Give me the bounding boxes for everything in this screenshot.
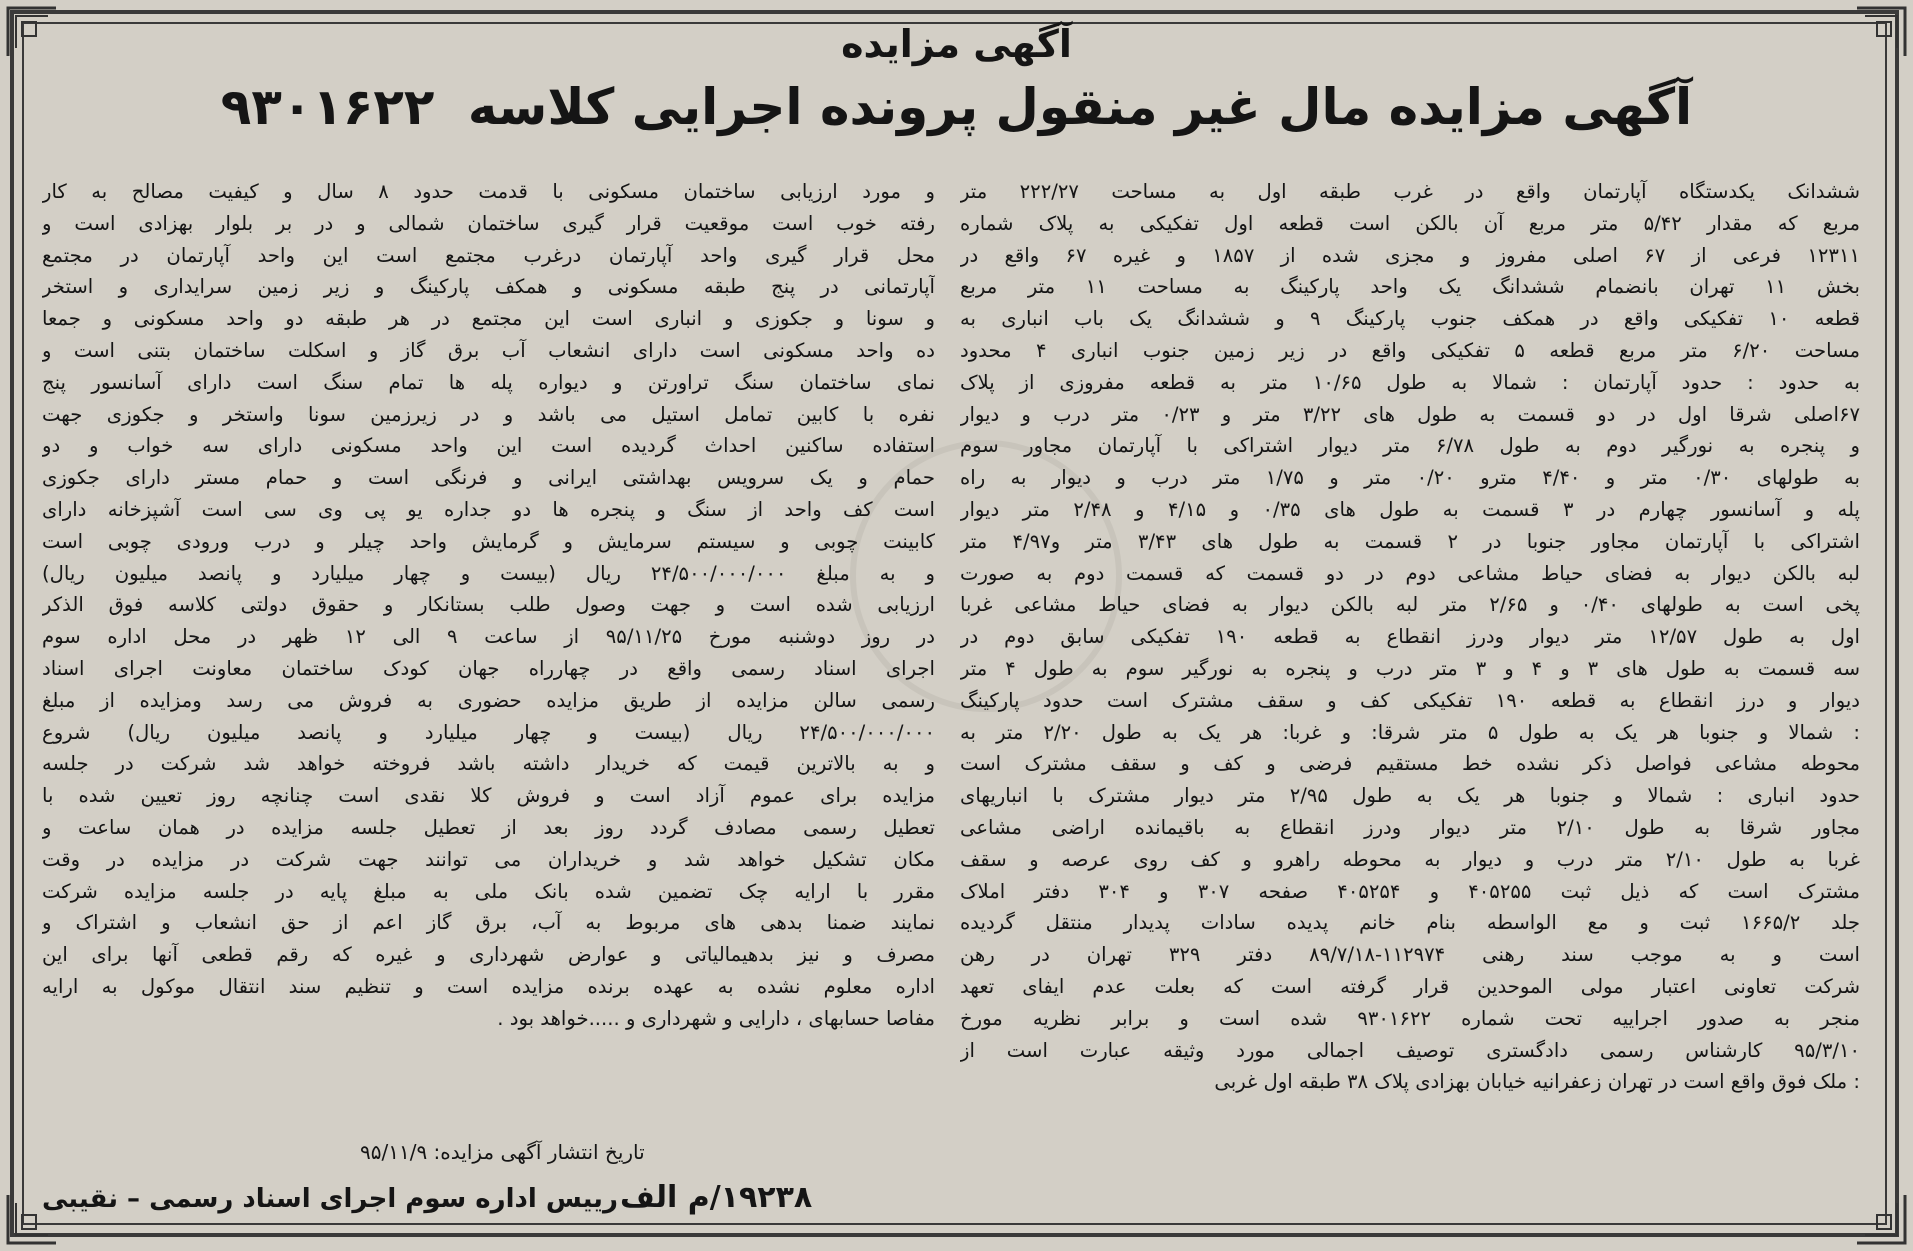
text-line: به طولهای ۰/۳۰ متر و ۴/۴۰ مترو ۰/۲۰ متر و ۱/۷۵ متر درب و دیوار به راه bbox=[960, 466, 1860, 490]
publish-date: تاریخ انتشار آگهی مزایده: ۹۵/۱۱/۹ bbox=[360, 1140, 645, 1164]
ad-title-text: آگهی مزایده مال غیر منقول پرونده اجرایی کلاسه bbox=[467, 78, 1693, 136]
left-text-column bbox=[42, 176, 935, 1035]
text-line: استفاده ساکنین احداث گردیده است این واحد مسکونی دارای سه خواب و دو bbox=[42, 434, 935, 458]
text-line: و سونا و جکوزی و انباری است این مجتمع در هر طبقه دو واحد مسکونی و جمعا bbox=[42, 307, 935, 331]
text-line: مجاور شرقا به طول ۲/۱۰ متر دیوار ودرز انقطاع به باقیمانده اراضی مشاعی bbox=[960, 815, 1860, 839]
text-line: در روز دوشنبه مورخ ۹۵/۱۱/۲۵ از ساعت ۹ الی ۱۲ ظهر در محل اداره سوم bbox=[42, 625, 935, 649]
text-line: : ملک فوق واقع است در تهران زعفرانیه خیابان بهزادی پلاک ۳۸ طبقه اول غربی bbox=[1214, 1070, 1860, 1094]
text-line: اول به طول ۱۲/۵۷ متر دیوار ودرز انقطاع به قطعه ۱۹۰ تفکیکی سابق دوم در bbox=[960, 625, 1860, 649]
text-line: مفاصا حسابهای ، دارایی و شهرداری و .....خواهد بود . bbox=[497, 1006, 935, 1030]
text-line: و مورد ارزیابی ساختمان مسکونی با قدمت حدود ۸ سال و کیفیت مصالح به کار bbox=[42, 180, 935, 203]
text-line: منجر به صدور اجراییه تحت شماره ۹۳۰۱۶۲۲ شده است و برابر نظریه مورخ bbox=[960, 1006, 1860, 1030]
case-number: ۹۳۰۱۶۲۲ bbox=[220, 78, 435, 136]
text-line: مشترک است که ذیل ثبت ۴۰۵۲۵۵ و ۴۰۵۲۵۴ صفحه ۳۰۷ و ۳۰۴ دفتر املاک bbox=[960, 879, 1860, 903]
text-line: مربع که مقدار ۵/۴۲ متر مربع آن بالکن است قطعه اول تفکیکی به پلاک شماره bbox=[960, 211, 1860, 235]
text-line: مکان تشکیل خواهد شد و خریداران می توانند جهت شرکت در مزایده در وقت bbox=[42, 847, 935, 871]
text-line: تعطیل رسمی مصادف گردد روز بعد از تعطیل جلسه مزایده در همان ساعت و bbox=[42, 815, 935, 839]
text-line: ۶۷اصلی شرقا اول در دو قسمت به طول های ۳/۲۲ متر و ۰/۲۳ متر درب و دیوار bbox=[960, 402, 1860, 426]
text-line: ۲۴/۵۰۰/۰۰۰/۰۰۰ ریال (بیست و چهار میلیارد و پانصد میلیون ریال) شروع bbox=[42, 720, 935, 744]
text-line: پله و آسانسور چهارم در ۳ قسمت به طول های ۰/۳۵ و ۴/۱۵ و ۲/۴۸ متر دیوار bbox=[960, 497, 1860, 521]
text-line: حدود انباری : شمالا و جنوبا هر یک به طول ۲/۹۵ متر دیوار مشترک با انباریهای bbox=[960, 784, 1860, 808]
text-line: رفته خوب است موقعیت قرار گیری ساختمان شمالی و در بر بلوار بهزادی است و bbox=[42, 211, 935, 235]
text-line: غربا به طول ۲/۱۰ متر درب و دیوار به محوطه راهرو و کف روی عرصه و سقف bbox=[960, 847, 1860, 871]
text-line: سه قسمت به طول های ۳ و ۴ و ۳ متر درب و پنجره به نورگیر سوم به طول ۴ متر bbox=[960, 656, 1860, 680]
text-line: اداره معلوم نشده به عهده برنده مزایده است و تنظیم سند انتقال موکول به ارایه bbox=[42, 974, 935, 998]
signature-line: رییس اداره سوم اجرای اسناد رسمی – نقیبی bbox=[42, 1184, 618, 1214]
text-line: مصرف و نیز بدهیمالیاتی و عوارض شهرداری و غیره که رقم قطعی آنها برای این bbox=[42, 943, 935, 967]
text-line: بخش ۱۱ تهران بانضمام ششدانگ یک واحد پارکینگ به مساحت ۱۱ متر مربع bbox=[960, 275, 1860, 299]
text-line: کابینت چوبی و سیستم سرمایش و گرمایش واحد چیلر و درب ورودی چوبی است bbox=[42, 529, 935, 553]
text-line: ارزیابی شده است و جهت وصول طلب بستانکار و حقوق دولتی کلاسه فوق الذکر bbox=[42, 593, 935, 617]
text-line: جلد ۱۶۶۵/۲ ثبت و مع الواسطه بنام خانم پدیده سادات پدیدار منتقل گردیده bbox=[960, 911, 1860, 935]
text-line: قطعه ۱۰ تفکیکی واقع در همکف جنوب پارکینگ ۹ و ششدانگ یک باب انباری به bbox=[960, 307, 1860, 331]
text-line: نفره با کابین تمامل استیل می باشد و در زیرزمین سونا واستخر و جکوزی جهت bbox=[42, 402, 935, 426]
text-line: به حدود : حدود آپارتمان : شمالا به طول ۱۰/۶۵ متر به قطعه مفروزی از پلاک bbox=[960, 370, 1860, 394]
text-line: ده واحد مسکونی است دارای انشعاب آب برق گاز و اسکلت ساختمان بتنی است و bbox=[42, 338, 935, 362]
text-line: رسمی سالن مزایده از طریق مزایده حضوری به فروش می رسد ومزایده از مبلغ bbox=[42, 688, 935, 712]
text-line: اجرای اسناد رسمی واقع در چهارراه جهان کودک ساختمان معاونت اجرای اسناد bbox=[42, 656, 935, 680]
text-line: است کف واحد از سنگ و پنجره ها دو جداره یو پی وی سی است آشپزخانه دارای bbox=[42, 497, 935, 521]
text-line: : شمالا و جنوبا هر یک به طول ۵ متر شرقا: و غربا: هر یک به طول ۲/۲۰ متر به bbox=[960, 720, 1860, 744]
text-line: حمام و یک سرویس بهداشتی ایرانی و فرنگی است و حمام مستر دارای جکوزی bbox=[42, 466, 935, 490]
text-line: آپارتمانی در پنج طبقه مسکونی و همکف پارکینگ و زیر زمین سرایداری و استخر bbox=[42, 275, 935, 299]
text-line: نمایند ضمنا بدهی های مربوط به آب، برق گاز اعم از حق انشعاب و اشتراک و bbox=[42, 911, 935, 935]
text-line: محل قرار گیری واحد آپارتمان درغرب مجتمع است این واحد آپارتمان در مجتمع bbox=[42, 243, 935, 267]
ad-code: ۱۹۲۳۸/م الف bbox=[620, 1180, 813, 1215]
text-line: و به مبلغ ۲۴/۵۰۰/۰۰۰/۰۰۰ ریال (بیست و چهار میلیارد و پانصد میلیون ریال) bbox=[42, 561, 935, 585]
text-line: ۹۵/۳/۱۰ کارشناس رسمی دادگستری توصیف اجمالی مورد وثیقه عبارت است از bbox=[960, 1038, 1860, 1062]
text-line: مقرر با ارایه چک تضمین شده بانک ملی به مبلغ پایه در جلسه مزایده شرکت bbox=[42, 879, 935, 903]
text-line: و به بالاترین قیمت که خریدار داشته باشد فروخته خواهد شد شرکت در جلسه bbox=[42, 752, 935, 776]
corner-ornament-icon bbox=[1853, 1191, 1909, 1247]
text-line: و پنجره به نورگیر دوم به طول ۶/۷۸ متر دیوار اشتراکی با آپارتمان مجاور سوم bbox=[960, 434, 1860, 458]
text-line: اشتراکی با آپارتمان مجاور جنوبا در ۲ قسمت به طول های ۳/۴۳ متر و۴/۹۷ متر bbox=[960, 529, 1860, 553]
text-line: دیوار و درز انقطاع به قطعه ۱۹۰ تفکیکی کف و سقف مشترک است حدود پارکینگ bbox=[960, 688, 1860, 712]
text-line: لبه بالکن دیوار به فضای حیاط مشاعی دوم در دو قسمت که قسمت دوم به صورت bbox=[960, 561, 1860, 585]
ad-title bbox=[0, 78, 1913, 136]
text-line: مزایده برای عموم آزاد است و فروش کلا نقدی است چنانچه روز تعیین شده با bbox=[42, 784, 935, 808]
text-line: محوطه مشاعی فواصل ذکر نشده خط مستقیم فرضی و کف و سقف مشترک است bbox=[960, 752, 1860, 776]
text-line: نمای ساختمان سنگ تراورتن و دیواره پله ها تمام سنگ است دارای آسانسور پنج bbox=[42, 370, 935, 394]
right-text-column bbox=[960, 176, 1860, 1098]
text-line: پخی است به طولهای ۰/۴۰ و ۲/۶۵ متر لبه بالکن دیوار به فضای حیاط مشاعی غربا bbox=[960, 593, 1860, 617]
text-line: مساحت ۶/۲۰ متر مربع قطعه ۵ تفکیکی واقع در زیر زمین جنوب انباری ۴ محدود bbox=[960, 338, 1860, 362]
text-line: است و به موجب سند رهنی ۱۱۲۹۷۴-۸۹/۷/۱۸ دفتر ۳۲۹ تهران در رهن bbox=[960, 943, 1860, 967]
ad-kicker: آگهی مزایده bbox=[841, 22, 1072, 66]
text-line: ششدانک یکدستگاه آپارتمان واقع در غرب طبقه اول به مساحت ۲۲۲/۲۷ متر bbox=[960, 180, 1860, 203]
text-line: شرکت تعاونی اعتبار مولی الموحدین قرار گرفته است که بعلت عدم ایفای تعهد bbox=[960, 974, 1860, 998]
text-line: ۱۲۳۱۱ فرعی از ۶۷ اصلی مفروز و مجزی شده از ۱۸۵۷ و غیره ۶۷ واقع در bbox=[960, 243, 1860, 267]
